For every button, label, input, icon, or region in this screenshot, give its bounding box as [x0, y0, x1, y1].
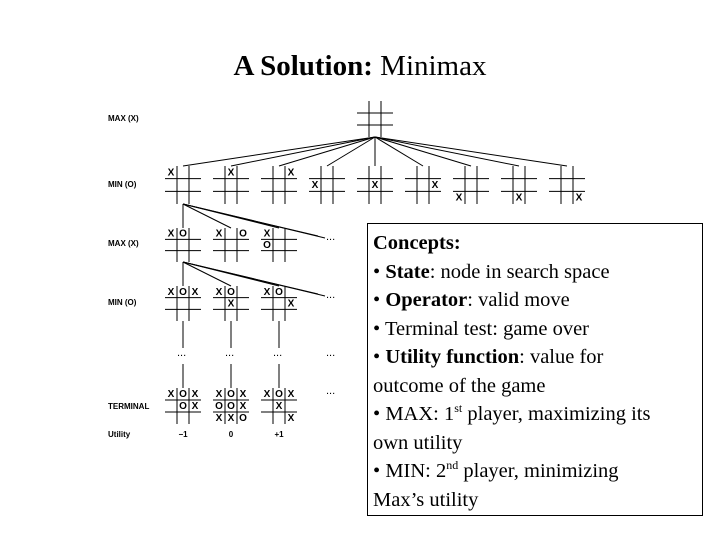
x-mark: X: [287, 167, 295, 179]
x-mark: X: [239, 389, 247, 400]
level-label: MAX (X): [108, 114, 139, 123]
x-mark: X: [239, 401, 247, 412]
concept-min-cont: Max’s utility: [373, 488, 479, 511]
o-mark: O: [263, 240, 271, 251]
level1-board: [405, 166, 441, 204]
level-label: TERMINAL: [108, 402, 150, 411]
level2-board: [165, 228, 201, 262]
o-mark: O: [215, 401, 223, 412]
concept-utility-function: • Utility function: value for: [373, 346, 604, 368]
x-mark: X: [215, 389, 223, 400]
ellipsis: ...: [326, 385, 336, 397]
level2-board: [261, 228, 297, 262]
tree-edge: [183, 262, 325, 296]
tree-edge: [183, 262, 231, 286]
o-mark: O: [239, 413, 247, 424]
terminal-board: [165, 388, 201, 424]
level1-board: [501, 166, 537, 204]
level1-board: [309, 166, 345, 204]
level1-board: [261, 166, 297, 204]
x-mark: X: [275, 401, 283, 412]
tree-edge: [375, 137, 471, 166]
level1-board: [213, 166, 249, 204]
title-rest: Minimax: [372, 50, 487, 82]
o-mark: O: [227, 389, 235, 400]
o-mark: O: [275, 389, 283, 400]
level3-board: [213, 286, 249, 321]
x-mark: X: [167, 286, 175, 298]
ellipsis: ...: [225, 347, 235, 359]
title-bold: A Solution:: [233, 50, 373, 82]
x-mark: X: [263, 389, 271, 400]
x-mark: X: [455, 192, 463, 204]
concept-terminal-test: • Terminal test: game over: [373, 317, 590, 340]
concept-min: • MIN: 2nd player, minimizing: [373, 458, 619, 482]
x-mark: X: [167, 228, 175, 240]
level1-board: [549, 166, 585, 204]
x-mark: X: [167, 167, 175, 179]
x-mark: X: [287, 413, 295, 424]
o-mark: O: [179, 401, 187, 412]
x-mark: X: [263, 286, 271, 298]
x-mark: X: [227, 413, 235, 424]
x-mark: X: [263, 228, 271, 240]
o-mark: O: [179, 228, 187, 240]
tree-edge: [279, 137, 375, 166]
concepts-heading: Concepts:: [373, 232, 461, 254]
x-mark: X: [227, 298, 235, 310]
ellipsis: ...: [177, 347, 187, 359]
x-mark: X: [287, 389, 295, 400]
o-mark: O: [227, 401, 235, 412]
x-mark: X: [575, 192, 583, 204]
tree-edge: [183, 204, 231, 228]
level3-board: [261, 286, 297, 321]
terminal-board: [261, 388, 297, 424]
concept-state: • State: node in search space: [373, 260, 610, 283]
level2-board: [213, 228, 249, 262]
utility-value: +1: [274, 430, 284, 439]
x-mark: X: [191, 401, 199, 412]
terminal-board: [213, 388, 249, 424]
x-mark: X: [191, 286, 199, 298]
tree-edge: [231, 137, 375, 166]
o-mark: O: [227, 286, 235, 298]
tree-edge: [375, 137, 567, 166]
o-mark: O: [179, 389, 187, 400]
o-mark: O: [179, 286, 187, 298]
x-mark: X: [227, 167, 235, 179]
level3-board: [165, 286, 201, 321]
x-mark: X: [515, 192, 523, 204]
concept-max-cont: own utility: [373, 431, 463, 454]
concept-max: • MAX: 1st player, maximizing its: [373, 401, 651, 425]
ellipsis: ...: [326, 231, 336, 243]
x-mark: X: [371, 180, 379, 191]
utility-value: −1: [178, 430, 188, 439]
tree-edge: [183, 137, 375, 166]
level-label: MAX (X): [108, 239, 139, 248]
level1-board: [165, 166, 201, 204]
level-label: MIN (O): [108, 298, 137, 307]
x-mark: X: [191, 389, 199, 400]
level-label: Utility: [108, 430, 131, 439]
x-mark: X: [215, 413, 223, 424]
x-mark: X: [311, 180, 319, 191]
ellipsis: ...: [273, 347, 283, 359]
level1-board: [357, 166, 393, 204]
level1-board: [453, 166, 489, 204]
x-mark: X: [215, 286, 223, 298]
tree-edge: [183, 204, 325, 238]
level-label: MIN (O): [108, 180, 137, 189]
ellipsis: ...: [326, 289, 336, 301]
concept-utility-function-cont: outcome of the game: [373, 374, 546, 397]
x-mark: X: [431, 180, 439, 191]
tree-edge: [375, 137, 519, 166]
x-mark: X: [287, 298, 295, 310]
concept-operator: • Operator: valid move: [373, 289, 570, 311]
o-mark: O: [275, 286, 283, 298]
x-mark: X: [215, 228, 223, 240]
concepts-box: [367, 223, 703, 516]
x-mark: X: [167, 389, 175, 400]
utility-value: 0: [228, 430, 234, 439]
ellipsis: ...: [326, 347, 336, 359]
root-board: [357, 101, 393, 137]
o-mark: O: [239, 228, 247, 240]
